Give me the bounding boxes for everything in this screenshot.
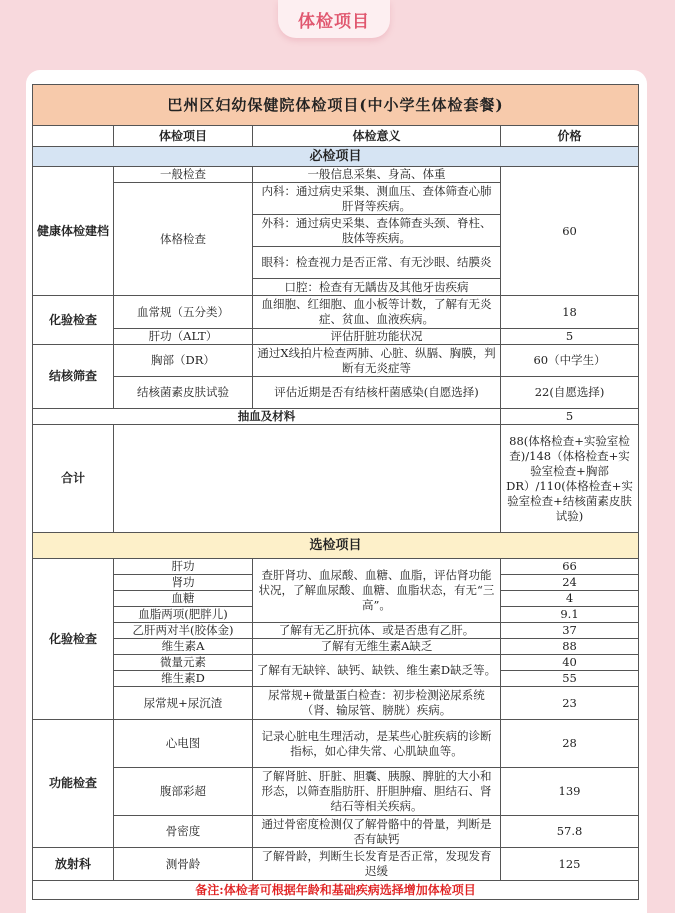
price-abdominal-ultrasound: 139 — [501, 768, 639, 816]
category-lab-optional: 化验检查 — [33, 559, 114, 720]
meaning-hepatitis-b: 了解有无乙肝抗体、或是否患有乙肝。 — [253, 623, 501, 639]
item-blood-draw: 抽血及材料 — [33, 409, 501, 425]
price-skin-test: 22(自愿选择) — [501, 377, 639, 409]
section-optional: 选检项目 — [33, 533, 639, 559]
table-title: 巴州区妇幼保健院体检项目(中小学生体检套餐) — [33, 85, 639, 126]
meaning-ecg: 记录心脏电生理活动，是某些心脏疾病的诊断指标，如心律失常、心肌缺血等。 — [253, 720, 501, 768]
item-kidney-function: 肾功 — [114, 575, 253, 591]
price-ecg: 28 — [501, 720, 639, 768]
price-blood-sugar: 4 — [501, 591, 639, 607]
price-vitamin-d: 55 — [501, 671, 639, 687]
page-header-title: 体检项目 — [278, 0, 390, 38]
total-price: 88(体格检查+实验室检查)/148（体格检查+实验室检查+胸部DR）/110(体格检查+实验室检查+结核菌素皮肤试验) — [501, 425, 639, 533]
item-liver-function: 肝功 — [114, 559, 253, 575]
price-vitamin-a: 88 — [501, 639, 639, 655]
col-header-price: 价格 — [501, 126, 639, 147]
category-function: 功能检查 — [33, 720, 114, 848]
price-bone-age: 125 — [501, 848, 639, 881]
price-blood-routine: 18 — [501, 296, 639, 329]
price-liver-function: 66 — [501, 559, 639, 575]
meaning-internal: 内科：通过病史采集、测血压、查体筛查心肺肝肾等疾病。 — [253, 183, 501, 215]
item-abdominal-ultrasound: 腹部彩超 — [114, 768, 253, 816]
meaning-skin-test: 评估近期是否有结核杆菌感染(自愿选择) — [253, 377, 501, 409]
item-urine: 尿常规+尿沉渣 — [114, 687, 253, 720]
item-blood-sugar: 血糖 — [114, 591, 253, 607]
header-empty — [33, 126, 114, 147]
price-liver-alt: 5 — [501, 329, 639, 345]
meaning-urine: 尿常规+微量蛋白检查：初步检测泌尿系统（肾、输尿管、膀胱）疾病。 — [253, 687, 501, 720]
item-liver-alt: 肝功（ALT） — [114, 329, 253, 345]
footnote: 备注:体检者可根据年龄和基础疾病选择增加体检项目 — [33, 881, 639, 900]
item-vitamin-a: 维生素A — [114, 639, 253, 655]
meaning-surgical: 外科：通过病史采集、查体筛查头颈、脊柱、肢体等疾病。 — [253, 215, 501, 247]
category-radiology: 放射科 — [33, 848, 114, 881]
meaning-general: 一般信息采集、身高、体重 — [253, 167, 501, 183]
item-blood-lipid: 血脂两项(肥胖儿) — [114, 607, 253, 623]
item-general: 一般检查 — [114, 167, 253, 183]
meaning-vitamin-a: 了解有无维生素A缺乏 — [253, 639, 501, 655]
total-label: 合计 — [33, 425, 114, 533]
price-blood-lipid: 9.1 — [501, 607, 639, 623]
item-blood-routine: 血常规（五分类） — [114, 296, 253, 329]
item-trace-elements: 微量元素 — [114, 655, 253, 671]
meaning-metabolic-group: 查肝肾功、血尿酸、血糖、血脂，评估肾功能状况，了解血尿酸、血糖、血脂状态，有无“三高”。 — [253, 559, 501, 623]
price-chest-dr: 60（中学生） — [501, 345, 639, 377]
price-hepatitis-b: 37 — [501, 623, 639, 639]
price-trace-elements: 40 — [501, 655, 639, 671]
meaning-eye: 眼科：检查视力是否正常、有无沙眼、结膜炎 — [253, 247, 501, 279]
item-physical: 体格检查 — [114, 183, 253, 296]
item-hepatitis-b: 乙肝两对半(胶体金) — [114, 623, 253, 639]
meaning-chest-dr: 通过X线拍片检查两肺、心脏、纵膈、胸膜，判断有无炎症等 — [253, 345, 501, 377]
item-bone-density: 骨密度 — [114, 816, 253, 848]
price-kidney-function: 24 — [501, 575, 639, 591]
item-bone-age: 测骨龄 — [114, 848, 253, 881]
meaning-abdominal-ultrasound: 了解肾脏、肝脏、胆囊、胰腺、脾脏的大小和形态，以筛查脂肪肝、肝胆肿瘤、胆结石、肾结石等相关疾病。 — [253, 768, 501, 816]
category-health-record: 健康体检建档 — [33, 167, 114, 296]
price-blood-draw: 5 — [501, 409, 639, 425]
price-bone-density: 57.8 — [501, 816, 639, 848]
checkup-table — [32, 84, 639, 900]
item-ecg: 心电图 — [114, 720, 253, 768]
meaning-trace-elements: 了解有无缺锌、缺钙、缺铁、维生素D缺乏等。 — [253, 655, 501, 687]
price-urine: 23 — [501, 687, 639, 720]
category-lab-required: 化验检查 — [33, 296, 114, 345]
col-header-item: 体检项目 — [114, 126, 253, 147]
col-header-meaning: 体检意义 — [253, 126, 501, 147]
meaning-bone-density: 通过骨密度检测仅了解骨骼中的骨量，判断是否有缺钙 — [253, 816, 501, 848]
category-tb-screening: 结核筛查 — [33, 345, 114, 409]
meaning-liver-alt: 评估肝脏功能状况 — [253, 329, 501, 345]
item-vitamin-d: 维生素D — [114, 671, 253, 687]
meaning-oral: 口腔：检查有无龋齿及其他牙齿疾病 — [253, 279, 501, 296]
price-health-record: 60 — [501, 167, 639, 296]
section-required: 必检项目 — [33, 147, 639, 167]
item-chest-dr: 胸部（DR） — [114, 345, 253, 377]
total-empty — [114, 425, 501, 533]
meaning-blood-routine: 血细胞、红细胞、血小板等计数，了解有无炎症、贫血、血液疾病。 — [253, 296, 501, 329]
item-skin-test: 结核菌素皮肤试验 — [114, 377, 253, 409]
meaning-bone-age: 了解骨龄，判断生长发育是否正常，发现发育迟缓 — [253, 848, 501, 881]
